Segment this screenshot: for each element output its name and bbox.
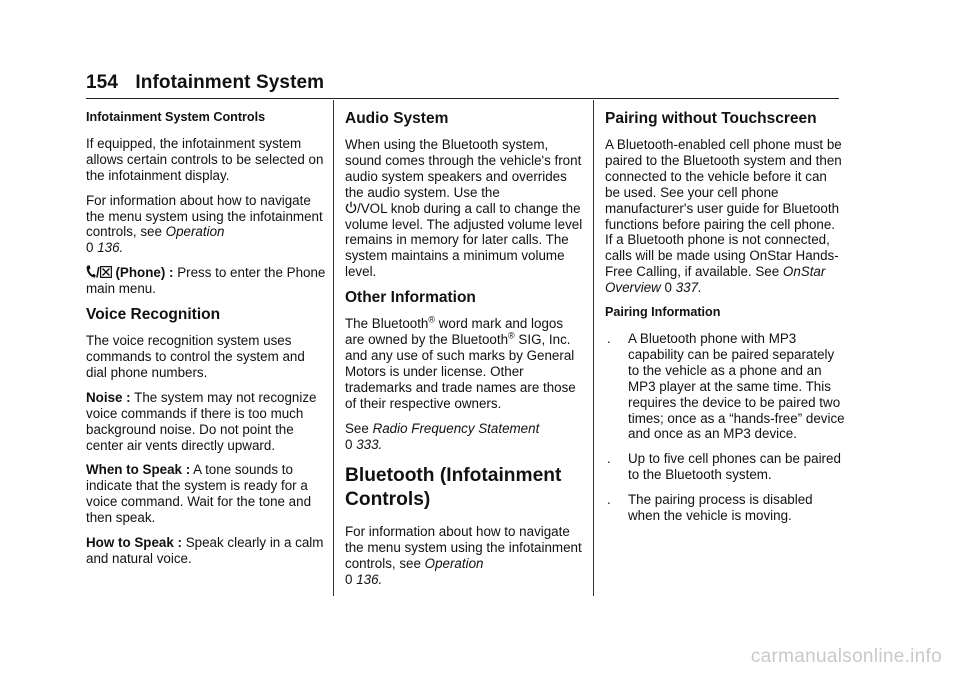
operation-page-ref[interactable]: 136. (97, 240, 124, 256)
column-2 (345, 110, 585, 597)
pairing-paragraph (605, 137, 845, 296)
other-text-a: The Bluetooth (345, 316, 429, 332)
bullet-text: Up to five cell phones can be paired to the Bluetooth system. (628, 451, 841, 483)
operation-link[interactable]: Operation (165, 224, 225, 240)
column-1 (86, 110, 326, 576)
voice-recognition-paragraph: The voice recognition system uses commands to control the system and dial phone numbers. (86, 333, 305, 380)
audio-system-paragraph (345, 137, 585, 280)
noise-paragraph (86, 390, 326, 454)
ref-arrow: 0 (345, 572, 353, 588)
page-header (86, 72, 324, 94)
navigate-paragraph (86, 193, 326, 257)
phone-paragraph: / (Phone) : Press to enter the Phone main menu. (86, 265, 326, 297)
how-to-speak-paragraph (86, 535, 326, 567)
bluetooth-heading: Bluetooth (Infotainment Controls) (345, 465, 562, 511)
footer-watermark: carmanualsonline.info (750, 646, 942, 667)
registered-mark: ® (428, 314, 436, 325)
bullet-marker: . (607, 451, 611, 467)
bullet-item (605, 331, 845, 442)
registered-mark-2: ® (508, 330, 515, 341)
see-label: See (345, 420, 369, 436)
how-to-speak-text: Speak clearly in a calm and natural voice. (86, 535, 324, 566)
phone-icon (86, 265, 96, 278)
phone-mute-icon (100, 266, 112, 278)
when-to-speak-text: A tone sounds to indicate that the system is ready for a voice command. Wait for the tone and then speak. (86, 462, 312, 526)
bullet-text: A Bluetooth phone with MP3 capability can be paired separately to the vehicle as a phone and an MP3 player at the same time. This requires the device to be paired two times; once as a “hands-free” device and once as an MP3 device. (628, 330, 845, 442)
rf-page-ref[interactable]: 333. (356, 436, 383, 452)
column-3 (605, 110, 845, 533)
other-text-c: SIG, Inc. and any use of such marks by General Motors is under license. Other trademarks and trade names are those of their respective owners. (345, 332, 576, 411)
noise-label: Noise : (86, 389, 131, 405)
operation-link-2[interactable]: Operation (424, 556, 484, 572)
other-information-heading: Other Information (345, 289, 476, 307)
bullet-text: The pairing process is disabled when the vehicle is moving. (628, 492, 813, 524)
bluetooth-text: For information about how to navigate the menu system using the infotainment controls, see (345, 524, 582, 572)
phone-text: Press to enter the Phone main menu. (86, 265, 326, 297)
onstar-overview-link[interactable]: OnStar Overview (605, 264, 826, 296)
section-title: Infotainment System (135, 72, 325, 93)
when-to-speak-paragraph (86, 462, 326, 526)
bullet-item (605, 492, 845, 524)
controls-title: Infotainment System Controls (86, 110, 266, 124)
audio-system-heading: Audio System (345, 110, 449, 127)
other-information-paragraph (345, 316, 585, 411)
page-number: 154 (86, 72, 119, 93)
bluetooth-paragraph (345, 524, 585, 588)
audio-text-b: /VOL knob during a call to change the volume level. The adjusted volume level remains in memory for later calls. The system maintains a minimum volume level. (345, 200, 583, 280)
controls-paragraph: If equipped, the infotainment system allows certain controls to be selected on the infotainment display. (86, 135, 324, 183)
power-icon (345, 201, 357, 214)
bullet-marker: . (607, 492, 611, 508)
when-to-speak-label: When to Speak : (86, 462, 191, 478)
rf-statement-link[interactable]: Radio Frequency Statement (372, 420, 540, 436)
onstar-page-ref[interactable]: 337. (675, 280, 702, 296)
ref-arrow: 0 (664, 280, 672, 296)
voice-recognition-heading: Voice Recognition (86, 306, 221, 324)
ref-arrow: 0 (345, 436, 353, 452)
noise-text: The system may not recognize voice commands if there is too much background noise. Do not point the center air vents directly upward. (86, 389, 317, 453)
how-to-speak-label: How to Speak : (86, 535, 182, 551)
pairing-text: A Bluetooth-enabled cell phone must be paired to the Bluetooth system and then connected to the vehicle before it can be used. See your cell phone manufacturer's user guide for Bluetooth functions before pairing the cell phone. If a Bluetooth phone is not connected, calls will be made using OnStar Hands-Free Calling, if available. See (605, 137, 842, 280)
column-divider-1 (333, 100, 334, 596)
phone-label: (Phone) : (115, 265, 174, 281)
pairing-information-title: Pairing Information (605, 305, 721, 320)
operation-page-ref-2[interactable]: 136. (356, 572, 383, 588)
bullet-marker: . (607, 330, 611, 346)
bullet-item (605, 451, 845, 483)
audio-text-a: When using the Bluetooth system, sound comes through the vehicle's front audio system speakers and overrides the audio system. Use the (345, 137, 582, 200)
ref-arrow: 0 (86, 240, 94, 256)
rf-reference (345, 421, 585, 453)
navigate-text: For information about how to navigate the menu system using the infotainment controls, see (86, 192, 323, 240)
pairing-heading: Pairing without Touchscreen (605, 110, 817, 127)
column-divider-2 (593, 100, 594, 596)
other-text-b: word mark and logos are owned by the Bluetooth (345, 316, 564, 348)
header-rule (86, 98, 839, 99)
